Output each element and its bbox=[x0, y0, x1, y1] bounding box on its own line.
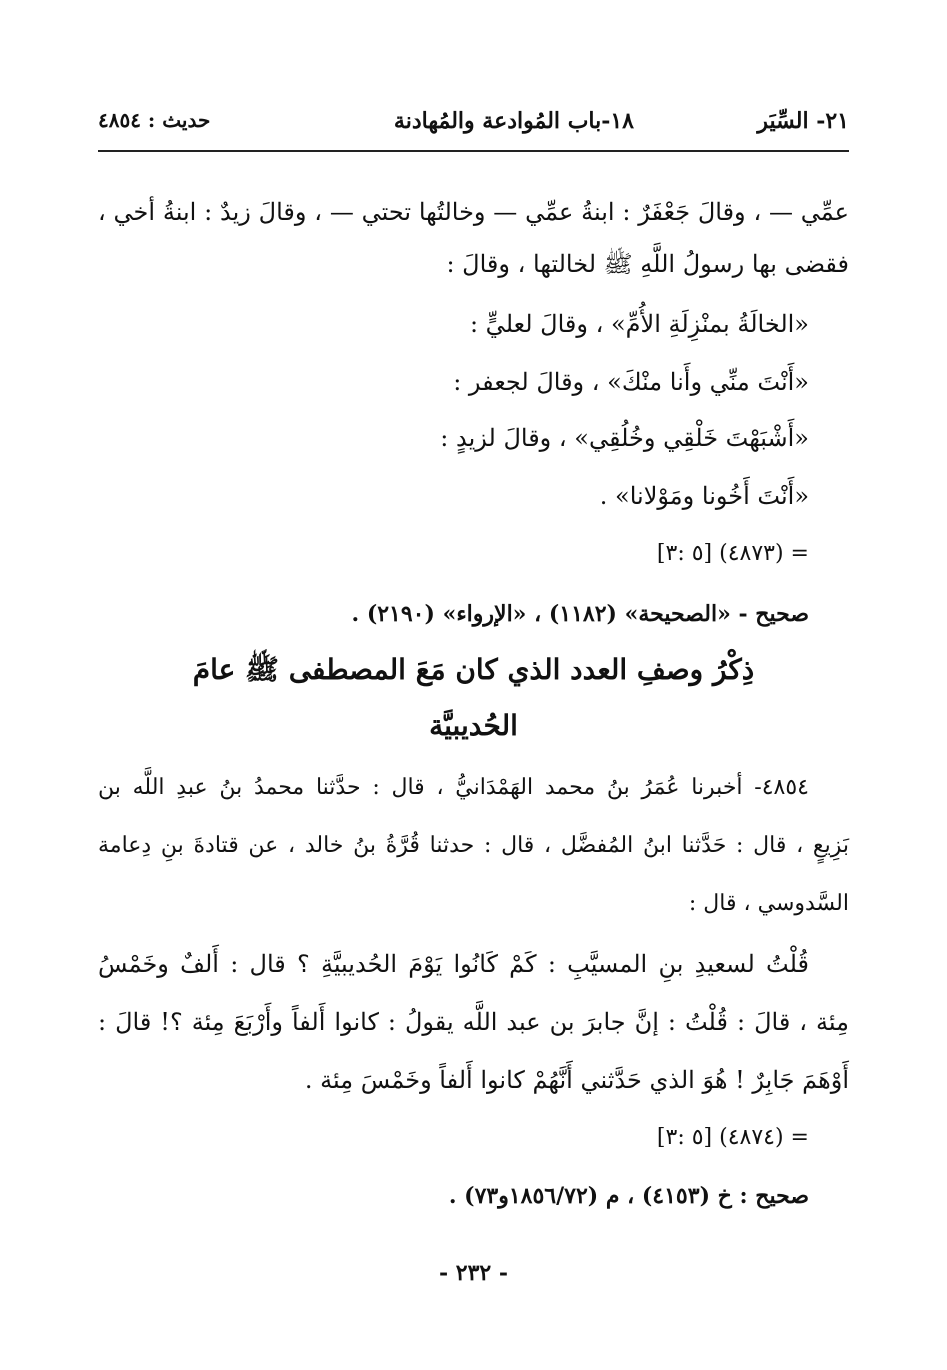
header-divider bbox=[98, 150, 849, 152]
chapter-title: ٢١- السِّيَر bbox=[757, 108, 849, 134]
text-line: «أَنْتَ أَخُونا ومَوْلانا» . bbox=[599, 482, 809, 510]
grading-line: صحيح - «الصحيحة» (١١٨٢) ، «الإرواء» (٢١٩٠) . bbox=[351, 601, 809, 627]
text-line: بَزِيعٍ ، قال : حَدَّثنا ابنُ المُفضَّل ، قال : حدثنا قُرَّةُ بنُ خالد ، عن قتادةَ بنِ دِعامة bbox=[98, 833, 849, 858]
running-header bbox=[98, 108, 849, 148]
text-line: «الخالَةُ بمنْزِلَةِ الأُمِّ» ، وقالَ لعليٍّ : bbox=[469, 310, 809, 338]
takhrij-reference: = (٤٨٧٣) [٥ :٣] bbox=[656, 541, 809, 566]
text-line: السَّدوسي ، قال : bbox=[688, 891, 849, 916]
text-line: أَوْهَمَ جَابِرٌ ! هُوَ الذي حَدَّثني أَنَّهُمْ كانوا أَلفاً وخَمْسَ مِئة . bbox=[304, 1066, 849, 1094]
takhrij-reference: = (٤٨٧٤) [٥ :٣] bbox=[656, 1125, 809, 1150]
text-line: «أَشْبَهْتَ خَلْقِي وخُلُقِي» ، وقالَ لزيدٍ : bbox=[440, 424, 809, 452]
section-title: ١٨-باب المُوادعة والمُهادنة bbox=[393, 108, 634, 134]
section-heading: الحُديبيَّة bbox=[429, 709, 518, 742]
text-line: قُلْتُ لسعيدِ بنِ المسيَّبِ : كَمْ كَانُوا يَوْمَ الحُديبيَّةِ ؟ قال : أَلفٌ وخَمْسُ bbox=[98, 950, 809, 978]
text-line: ٤٨٥٤- أخبرنا عُمَرُ بنُ محمد الهَمْدَانيُّ ، قال : حدَّثنا محمدُ بنُ عبدِ اللَّه بن bbox=[98, 775, 809, 800]
section-heading: ذِكْرُ وصفِ العدد الذي كان مَعَ المصطفى ﷺ عامَ bbox=[192, 653, 755, 686]
grading-line: صحيح : خ (٤١٥٣) ، م (١٨٥٦/٧٢و٧٣) . bbox=[448, 1183, 809, 1209]
text-line: عمِّي — ، وقالَ جَعْفَرٌ : ابنةُ عمِّي — وخالتُها تحتي — ، وقالَ زيدٌ : ابنةُ أخي ، bbox=[98, 198, 849, 226]
text-line: مِئة ، قالَ : قُلْتُ : إنَّ جابرَ بن عبد اللَّه يقولُ : كانوا أَلفاً وأَرْبَعَ مِئة ؟! قالَ : bbox=[98, 1008, 850, 1036]
text-line: فقضى بها رسولُ اللَّهِ ﷺ لخالتها ، وقالَ : bbox=[446, 250, 849, 278]
page-number: - ٢٣٢ - bbox=[438, 1260, 509, 1286]
hadith-reference: حديث : ٤٨٥٤ bbox=[98, 108, 211, 132]
text-line: «أَنْتَ منِّي وأَنا منْكَ» ، وقالَ لجعفر : bbox=[453, 368, 809, 396]
